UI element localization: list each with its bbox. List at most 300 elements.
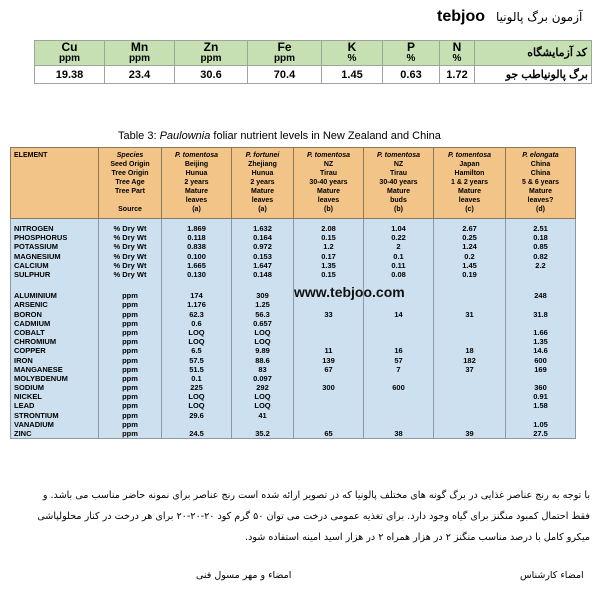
cell-value	[294, 319, 364, 328]
header-line: Mature	[529, 188, 552, 195]
header-line: 5 & 6 years	[522, 179, 559, 186]
cell-value: 174	[162, 286, 232, 300]
header-cell	[434, 148, 506, 219]
cell-value: % Dry Wt	[99, 233, 162, 242]
cell-value: 2.51	[506, 219, 576, 234]
recommendation-line: میکرو کامل با درصد مناسب منگنز ۲ در هزار همراه ۲ در هزار اسید امینه استفاده شود.	[245, 532, 590, 543]
cell-value: 57	[364, 355, 434, 364]
cell-value: 39	[434, 429, 506, 439]
cell-value: 41	[232, 411, 294, 420]
cell-value	[434, 420, 506, 429]
cell-value: 1.66	[506, 328, 576, 337]
header-cell	[232, 148, 294, 219]
cell-value	[294, 420, 364, 429]
cell-value	[294, 401, 364, 410]
table-row	[11, 383, 576, 392]
element-name: NICKEL	[11, 392, 99, 401]
separator-cell	[434, 279, 506, 286]
cell-value	[294, 374, 364, 383]
cell-value: 169	[506, 365, 576, 374]
header-line: (b)	[324, 206, 333, 213]
cell-value	[294, 392, 364, 401]
cell-value: 29.6	[162, 411, 232, 420]
cell-value: 0.08	[364, 270, 434, 279]
element-name: NITROGEN	[11, 219, 99, 234]
header-line: (b)	[394, 206, 403, 213]
header-line: Seed Origin	[110, 161, 150, 168]
cell-value: 2	[364, 242, 434, 251]
cell-value: 33	[294, 310, 364, 319]
element-name: COPPER	[11, 346, 99, 355]
cell-value: 2.2	[506, 261, 576, 270]
cell-value: 51.5	[162, 365, 232, 374]
cell-value: LOQ	[232, 392, 294, 401]
element-name: POTASSIUM	[11, 242, 99, 251]
separator-cell	[506, 279, 576, 286]
cell-value	[364, 392, 434, 401]
cell-value: 1.632	[232, 219, 294, 234]
column-header-lab-code: کد آزمایشگاه	[475, 41, 592, 66]
cell-value	[364, 420, 434, 429]
header-line: Tree Age	[115, 179, 145, 186]
cell-value: 0.22	[364, 233, 434, 242]
element-name: COBALT	[11, 328, 99, 337]
cell-value	[434, 337, 506, 346]
column-unit: %	[406, 53, 416, 64]
header-cell	[506, 148, 576, 219]
cell-value: 0.85	[506, 242, 576, 251]
table-caption	[118, 130, 441, 142]
table-row	[11, 346, 576, 355]
cell-value: 2.67	[434, 219, 506, 234]
cell-value: ppm	[99, 401, 162, 410]
header-line: leaves	[458, 197, 481, 204]
cell-value: LOQ	[162, 392, 232, 401]
table-row	[11, 252, 576, 261]
result-value-fe: 70.4	[248, 66, 322, 84]
table-row	[11, 411, 576, 420]
header-line: China	[530, 161, 551, 168]
table-row	[11, 355, 576, 364]
watermark: www.tebjoo.com	[294, 284, 405, 300]
caption-prefix: Table 3:	[118, 130, 160, 142]
cell-value: 1.869	[162, 219, 232, 234]
header-line: NZ	[393, 161, 404, 168]
cell-value: 0.25	[434, 233, 506, 242]
cell-value: ppm	[99, 346, 162, 355]
element-name: MAGNESIUM	[11, 252, 99, 261]
cell-value	[434, 300, 506, 309]
header-line: leaves	[185, 197, 208, 204]
separator-cell	[162, 279, 232, 286]
element-name: BORON	[11, 310, 99, 319]
result-value-k: 1.45	[322, 66, 383, 84]
nutrient-table-body	[11, 219, 576, 439]
table-row	[11, 392, 576, 401]
cell-value: 65	[294, 429, 364, 439]
result-value-p: 0.63	[383, 66, 440, 84]
cell-value: 1.04	[364, 219, 434, 234]
cell-value: ppm	[99, 300, 162, 309]
table-row	[11, 270, 576, 279]
result-value-zn: 30.6	[175, 66, 248, 84]
result-value-n: 1.72	[440, 66, 475, 84]
cell-value	[434, 374, 506, 383]
cell-value: 1.2	[294, 242, 364, 251]
cell-value: 225	[162, 383, 232, 392]
column-name: Zn	[203, 40, 219, 54]
cell-value	[364, 300, 434, 309]
element-name: ARSENIC	[11, 300, 99, 309]
header-line: Hamilton	[454, 170, 485, 177]
cell-value	[364, 374, 434, 383]
cell-value: 0.82	[506, 252, 576, 261]
nutrient-table-header	[11, 148, 576, 219]
element-name: ZINC	[11, 429, 99, 439]
caption-genus: Paulownia	[159, 130, 211, 142]
cell-value: % Dry Wt	[99, 252, 162, 261]
cell-value: 31.8	[506, 310, 576, 319]
header-line: 30-40 years	[309, 179, 348, 186]
cell-value: 0.15	[294, 270, 364, 279]
header-cell	[364, 148, 434, 219]
cell-value: 24.5	[162, 429, 232, 439]
cell-value: 1.58	[506, 401, 576, 410]
header-line: P. fortunei	[245, 152, 280, 159]
header-line: China	[530, 170, 551, 177]
cell-value: 31	[434, 310, 506, 319]
recommendation-text	[14, 485, 590, 548]
group-separator	[11, 279, 576, 286]
cell-value: 0.118	[162, 233, 232, 242]
cell-value	[364, 328, 434, 337]
cell-value: 300	[294, 383, 364, 392]
caption-suffix: foliar nutrient levels in New Zealand and China	[210, 130, 441, 142]
cell-value: LOQ	[162, 328, 232, 337]
cell-value: 11	[294, 346, 364, 355]
cell-value: 0.130	[162, 270, 232, 279]
cell-value: ppm	[99, 392, 162, 401]
cell-value: ppm	[99, 383, 162, 392]
cell-value: 0.972	[232, 242, 294, 251]
element-name: SULPHUR	[11, 270, 99, 279]
cell-value	[434, 383, 506, 392]
column-header-mn	[105, 41, 175, 66]
element-name: ALUMINIUM	[11, 286, 99, 300]
cell-value: 0.153	[232, 252, 294, 261]
cell-value: 0.19	[434, 270, 506, 279]
header-line: Tree Part	[115, 188, 145, 195]
cell-value	[506, 411, 576, 420]
header-line: Mature	[387, 188, 410, 195]
cell-value: ppm	[99, 365, 162, 374]
cell-value	[294, 300, 364, 309]
header-line: leaves	[317, 197, 340, 204]
cell-value: 360	[506, 383, 576, 392]
cell-value: 0.17	[294, 252, 364, 261]
cell-value: 1.45	[434, 261, 506, 270]
header-line: Hunua	[251, 170, 274, 177]
cell-value: ppm	[99, 420, 162, 429]
column-header-zn	[175, 41, 248, 66]
header-line: NZ	[323, 161, 334, 168]
cell-value: 0.148	[232, 270, 294, 279]
cell-value: 600	[506, 355, 576, 364]
table-row	[11, 261, 576, 270]
cell-value: 2.08	[294, 219, 364, 234]
cell-value	[162, 420, 232, 429]
cell-value: % Dry Wt	[99, 261, 162, 270]
cell-value: 14.6	[506, 346, 576, 355]
cell-value: ppm	[99, 310, 162, 319]
cell-value	[364, 337, 434, 346]
cell-value: % Dry Wt	[99, 270, 162, 279]
element-name: CALCIUM	[11, 261, 99, 270]
cell-value: 182	[434, 355, 506, 364]
column-name: Fe	[277, 40, 292, 54]
cell-value: 57.5	[162, 355, 232, 364]
header-cell	[11, 148, 99, 219]
header-line: leaves	[251, 197, 274, 204]
header-line: Japan	[459, 161, 480, 168]
cell-value	[506, 319, 576, 328]
result-value-mn: 23.4	[105, 66, 175, 84]
recommendation-line: با توجه به رنج عناصر غذایی در برگ گونه های مختلف پالونیا که در تصویر ارائه شده است رنج عناصر برای نمونه حاضر مناسب می باشد. و	[42, 490, 590, 501]
cell-value: ppm	[99, 374, 162, 383]
cell-value: 6.5	[162, 346, 232, 355]
header-line: (a)	[192, 206, 201, 213]
cell-value: 0.6	[162, 319, 232, 328]
header-cell	[162, 148, 232, 219]
cell-value: ppm	[99, 355, 162, 364]
header-line: (c)	[465, 206, 474, 213]
cell-value: ppm	[99, 411, 162, 420]
cell-value: LOQ	[232, 401, 294, 410]
header-line: Tirau	[390, 170, 407, 177]
cell-value	[294, 328, 364, 337]
cell-value: LOQ	[232, 337, 294, 346]
cell-value	[232, 420, 294, 429]
cell-value	[434, 286, 506, 300]
lab-results-table	[34, 40, 592, 84]
expert-signature: امضاء کارشناس	[520, 570, 584, 581]
header-line: Tirau	[320, 170, 337, 177]
header-line: buds	[390, 197, 407, 204]
column-header-cu	[35, 41, 105, 66]
cell-value: 0.097	[232, 374, 294, 383]
cell-value: 1.665	[162, 261, 232, 270]
cell-value	[364, 319, 434, 328]
cell-value	[434, 392, 506, 401]
header-line: (d)	[536, 206, 545, 213]
element-name: VANADIUM	[11, 420, 99, 429]
cell-value: 83	[232, 365, 294, 374]
header-cell	[294, 148, 364, 219]
cell-value: 1.25	[232, 300, 294, 309]
cell-value: 7	[364, 365, 434, 374]
cell-value: 35.2	[232, 429, 294, 439]
cell-value: LOQ	[162, 401, 232, 410]
header-line: Beijing	[184, 161, 209, 168]
cell-value: % Dry Wt	[99, 242, 162, 251]
cell-value: 14	[364, 310, 434, 319]
column-name: P	[406, 40, 415, 54]
cell-value: 1.35	[506, 337, 576, 346]
column-name: N	[452, 40, 462, 54]
cell-value	[506, 374, 576, 383]
cell-value: 0.164	[232, 233, 294, 242]
header-line: Species	[116, 152, 144, 159]
cell-value: 38	[364, 429, 434, 439]
cell-value: 1.24	[434, 242, 506, 251]
cell-value: % Dry Wt	[99, 219, 162, 234]
column-unit: ppm	[200, 53, 222, 64]
separator-cell	[99, 279, 162, 286]
cell-value: 18	[434, 346, 506, 355]
column-name: K	[347, 40, 357, 54]
cell-value: 600	[364, 383, 434, 392]
column-unit: %	[347, 53, 357, 64]
header-line: Mature	[251, 188, 274, 195]
cell-value: 37	[434, 365, 506, 374]
element-name: MANGANESE	[11, 365, 99, 374]
cell-value	[364, 401, 434, 410]
lab-results-row	[35, 66, 592, 84]
cell-value: ppm	[99, 429, 162, 439]
title-row	[0, 6, 600, 28]
header-line: 30-40 years	[379, 179, 418, 186]
element-name: STRONTIUM	[11, 411, 99, 420]
cell-value: 27.5	[506, 429, 576, 439]
table-row	[11, 233, 576, 242]
cell-value: 0.100	[162, 252, 232, 261]
cell-value: 0.838	[162, 242, 232, 251]
cell-value: LOQ	[162, 337, 232, 346]
header-line: 1 & 2 years	[451, 179, 488, 186]
element-name: LEAD	[11, 401, 99, 410]
header-line: P. tomentosa	[376, 152, 421, 159]
cell-value: 0.15	[294, 233, 364, 242]
header-line: Mature	[185, 188, 208, 195]
cell-value	[434, 411, 506, 420]
page-title: آزمون برگ پالونیا	[496, 10, 583, 24]
column-name: Cu	[61, 40, 78, 54]
cell-value: ppm	[99, 337, 162, 346]
cell-value: 248	[506, 286, 576, 300]
element-name: IRON	[11, 355, 99, 364]
cell-value: 16	[364, 346, 434, 355]
table-row	[11, 286, 576, 300]
cell-value: 1.05	[506, 420, 576, 429]
element-name: CADMIUM	[11, 319, 99, 328]
cell-value: LOQ	[232, 328, 294, 337]
table-row	[11, 420, 576, 429]
cell-value: 0.91	[506, 392, 576, 401]
column-unit: ppm	[128, 53, 151, 64]
column-unit: ppm	[58, 53, 81, 64]
technical-manager-signature: امضاء و مهر مسول فنی	[196, 570, 292, 581]
element-name: CHROMIUM	[11, 337, 99, 346]
cell-value: 0.11	[364, 261, 434, 270]
header-line: 2 years	[250, 179, 275, 186]
brand-name: tebjoo	[437, 8, 485, 25]
cell-value: 309	[232, 286, 294, 300]
element-name: MOLYBDENUM	[11, 374, 99, 383]
cell-value	[434, 328, 506, 337]
table-row	[11, 319, 576, 328]
table-row	[11, 328, 576, 337]
cell-value: ppm	[99, 286, 162, 300]
cell-value: 1.176	[162, 300, 232, 309]
column-name: Mn	[130, 40, 149, 54]
cell-value	[434, 319, 506, 328]
header-line: leaves?	[527, 197, 554, 204]
table-row	[11, 242, 576, 251]
header-line: Zhejiang	[248, 161, 277, 168]
cell-value	[294, 411, 364, 420]
cell-value: 0.2	[434, 252, 506, 261]
cell-value: 62.3	[162, 310, 232, 319]
column-unit: ppm	[273, 53, 296, 64]
recommendation-line: فقط احتمال کمبود منگنز برای گیاه وجود دارد. برای تغذیه عمومی درخت می توان ۵۰ گرم کود ۲۰-۲۰-۲۰ برای هر درخت در کنار محلولپاشی	[37, 511, 590, 522]
header-line: P. tomentosa	[174, 152, 219, 159]
header-line: Tree Origin	[111, 170, 149, 177]
header-line: P. tomentosa	[306, 152, 351, 159]
table-row	[11, 310, 576, 319]
header-line: 2 years	[184, 179, 209, 186]
cell-value	[364, 411, 434, 420]
header-line: ELEMENT	[14, 152, 48, 159]
header-line: (a)	[258, 206, 267, 213]
cell-value: 9.89	[232, 346, 294, 355]
column-unit: %	[452, 53, 462, 64]
element-name: SODIUM	[11, 383, 99, 392]
lab-results-header	[35, 41, 592, 66]
table-row	[11, 429, 576, 439]
column-header-k	[322, 41, 383, 66]
header-cell	[99, 148, 162, 219]
header-line: Mature	[317, 188, 340, 195]
table-row	[11, 219, 576, 234]
cell-value	[294, 337, 364, 346]
header-line: P. tomentosa	[447, 152, 492, 159]
header-line: Mature	[458, 188, 481, 195]
cell-value	[506, 270, 576, 279]
nutrient-levels-table	[10, 147, 576, 439]
cell-value: 0.1	[364, 252, 434, 261]
table-row	[11, 337, 576, 346]
cell-value: 0.18	[506, 233, 576, 242]
header-line: P. elongata	[522, 152, 559, 159]
table-row	[11, 300, 576, 309]
header-line: Source	[118, 206, 142, 213]
result-value-cu: 19.38	[35, 66, 105, 84]
table-row	[11, 365, 576, 374]
separator-cell	[11, 279, 99, 286]
cell-value: 139	[294, 355, 364, 364]
cell-value: ppm	[99, 328, 162, 337]
cell-value	[506, 300, 576, 309]
column-header-p	[383, 41, 440, 66]
cell-value	[434, 401, 506, 410]
column-header-fe	[248, 41, 322, 66]
header-line: Hunua	[185, 170, 208, 177]
element-name: PHOSPHORUS	[11, 233, 99, 242]
sample-label: برگ پالونیاطب جو	[475, 66, 592, 84]
cell-value: 292	[232, 383, 294, 392]
separator-cell	[232, 279, 294, 286]
cell-value: 1.647	[232, 261, 294, 270]
